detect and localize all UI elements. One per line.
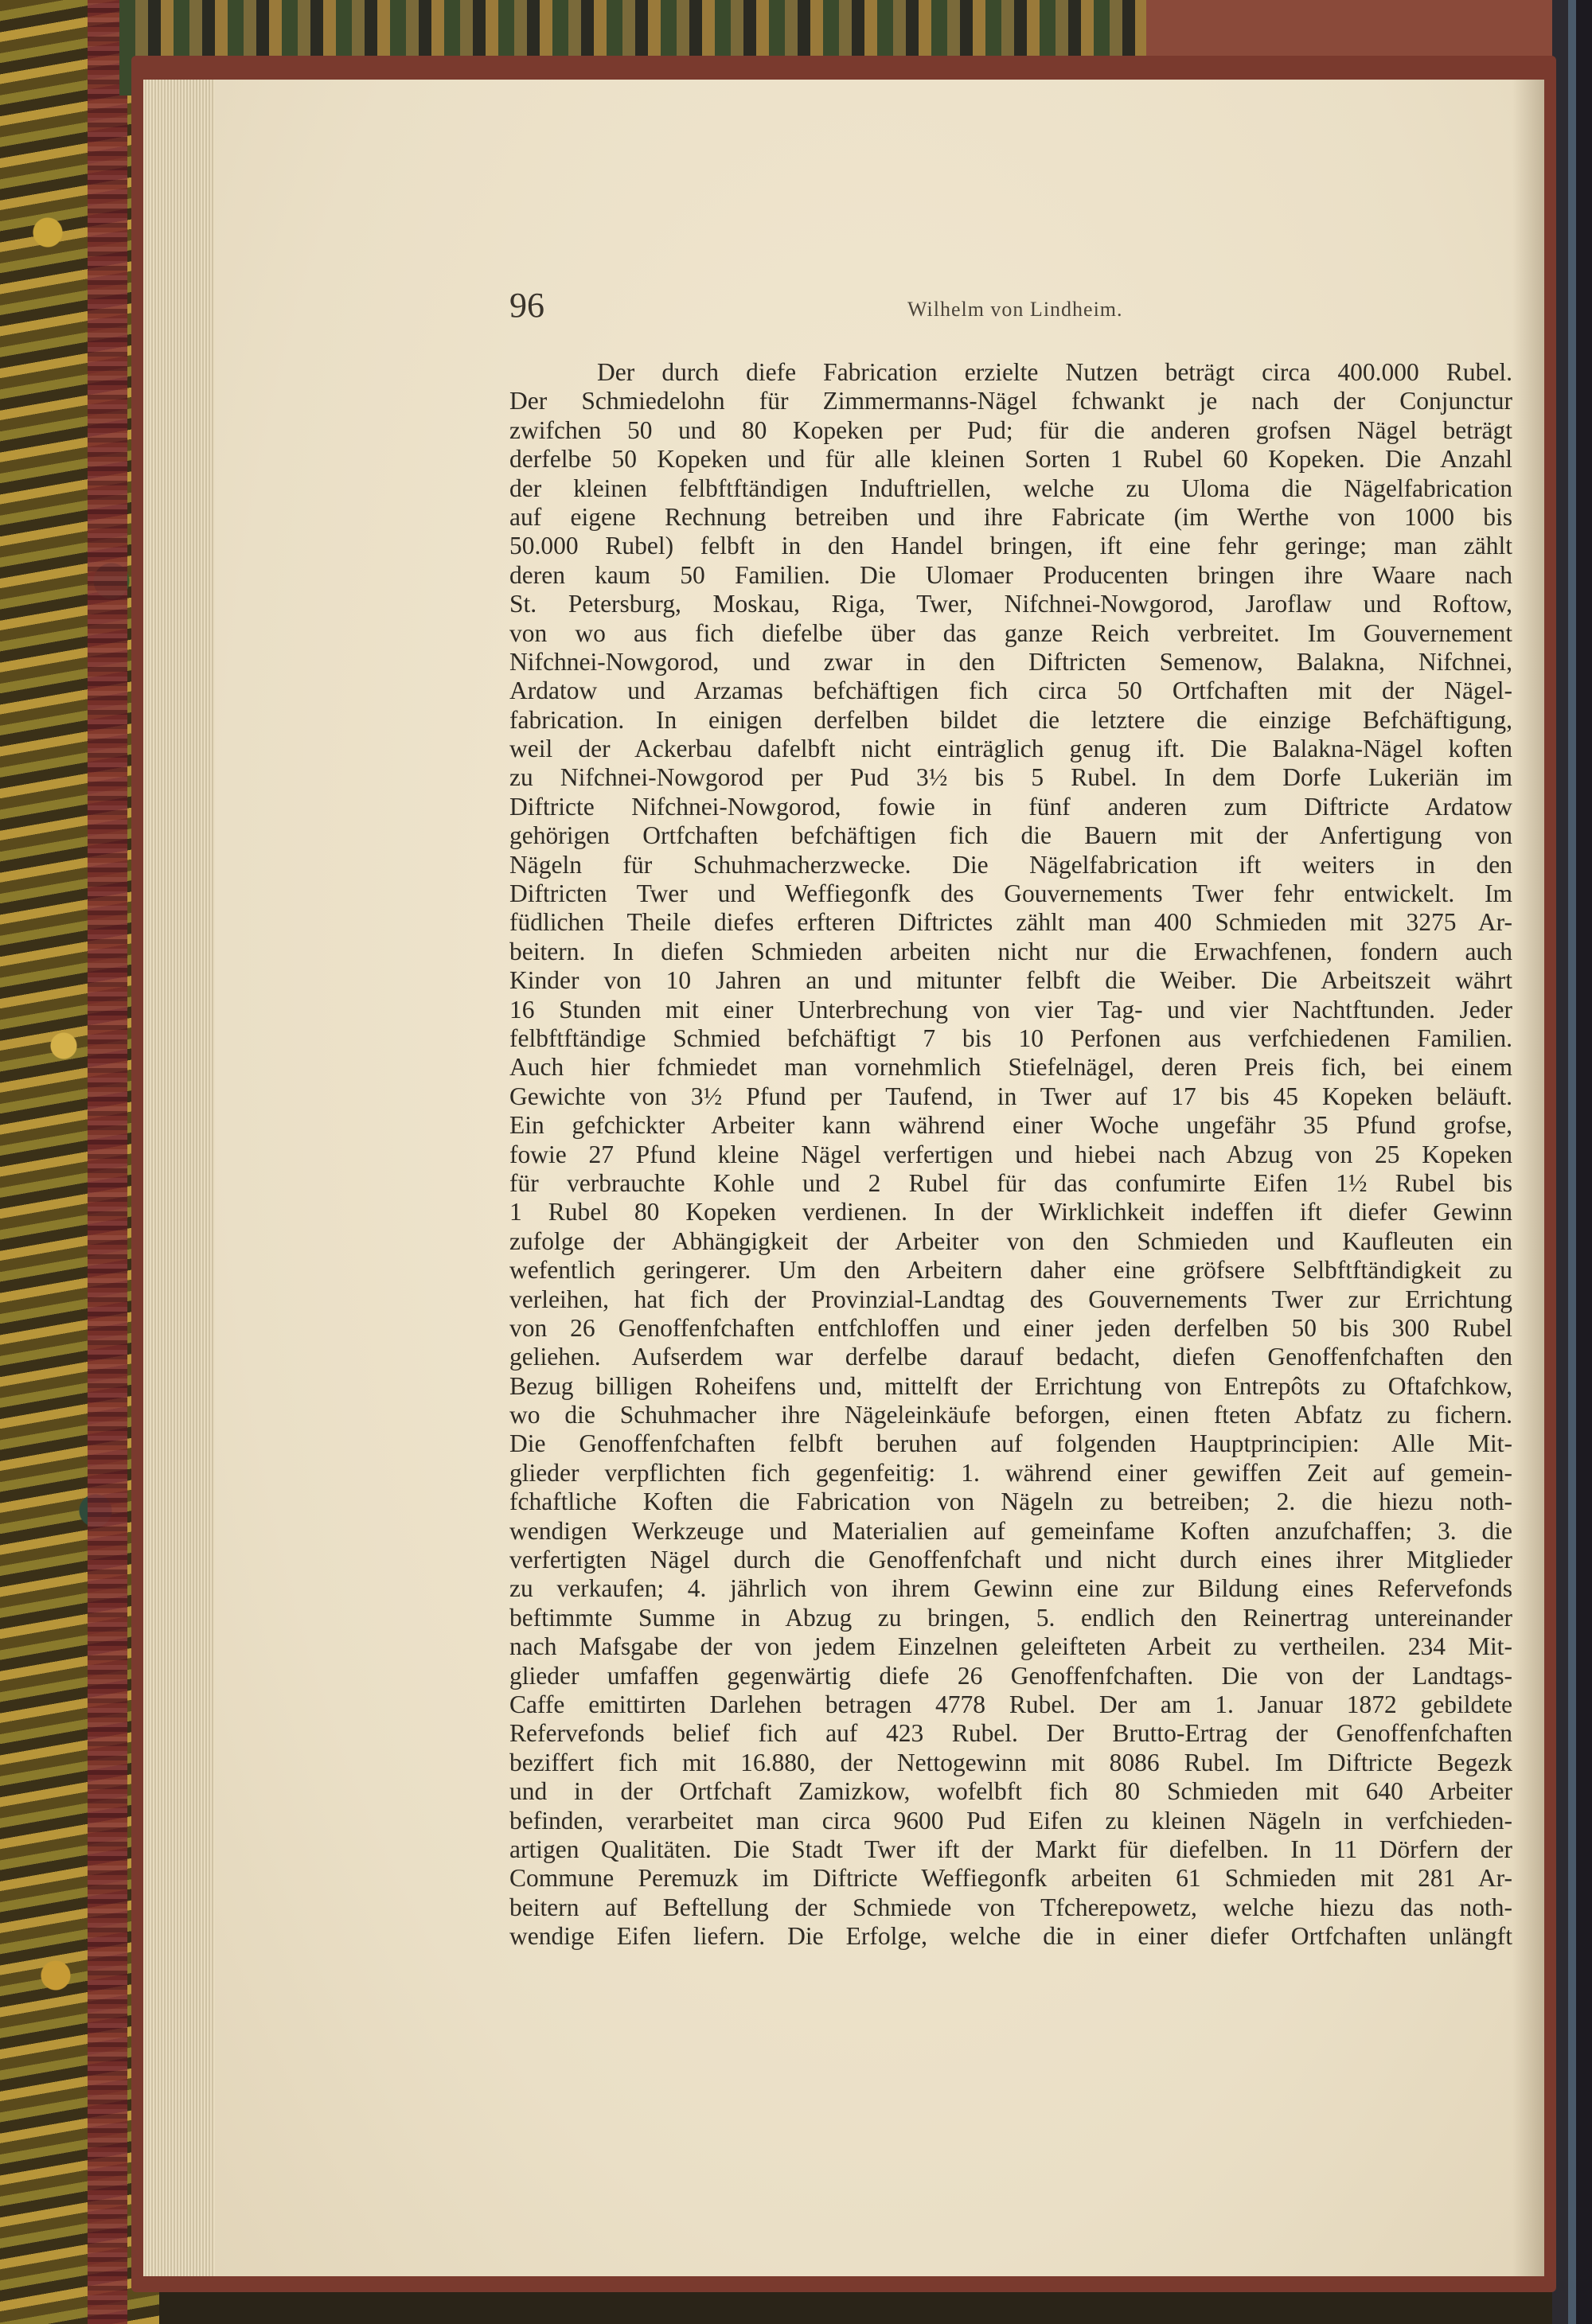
page-number: 96 — [509, 286, 544, 325]
text-line: Gewichte von 3½ Pfund per Taufend, in Twer auf 17 bis 45 Kopeken beläuft. — [509, 1082, 1512, 1110]
text-line: verleihen, hat fich der Provinzial-Landtag des Gouvernements Twer zur Errichtung — [509, 1285, 1512, 1313]
body-text — [509, 358, 1512, 1951]
cover-right-edge — [1552, 0, 1592, 2324]
text-line: der kleinen felbftftändigen Induftriellen, welche zu Uloma die Nägelfabrication — [509, 474, 1512, 502]
text-line: Kinder von 10 Jahren an und mitunter felbft die Weiber. Die Arbeitszeit währt — [509, 966, 1512, 995]
text-line: weil der Ackerbau dafelbft nicht einträglich genug ift. Die Balakna-Nägel koften — [509, 735, 1512, 763]
text-line: für verbrauchte Kohle und 2 Rubel für das confumirte Eifen 1½ Rubel bis — [509, 1168, 1512, 1197]
text-line: beziffert fich mit 16.880, der Nettogewinn mit 8086 Rubel. Im Diftricte Begezk — [509, 1748, 1512, 1776]
text-line: wendigen Werkzeuge und Materialien auf gemeinfame Koften anzufchaffen; 3. die — [509, 1516, 1512, 1545]
text-line: 50.000 Rubel) felbft in den Handel bringen, ift eine fehr geringe; man zählt — [509, 532, 1512, 560]
text-line: 1 Rubel 80 Kopeken verdienen. In der Wirklichkeit indeffen ift diefer Gewinn — [509, 1198, 1512, 1226]
text-line: gehörigen Ortfchaften befchäftigen fich die Bauern mit der Anfertigung von — [509, 821, 1512, 850]
page-fore-edges — [143, 80, 215, 2276]
text-line: fowie 27 Pfund kleine Nägel verfertigen und hiebei nach Abzug von 25 Kopeken — [509, 1140, 1512, 1168]
text-line: Der Schmiedelohn für Zimmermanns-Nägel fchwankt je nach der Conjunctur — [509, 387, 1512, 415]
running-head: Wilhelm von Lindheim. — [907, 298, 1123, 321]
text-line: und in der Ortfchaft Zamizkow, wofelbft fich 80 Schmieden mit 640 Arbeiter — [509, 1777, 1512, 1806]
text-line: auf eigene Rechnung betreiben und ihre Fabricate (im Werthe von 1000 bis — [509, 502, 1512, 531]
text-line: derfelbe 50 Kopeken und für alle kleinen Sorten 1 Rubel 60 Kopeken. Die Anzahl — [509, 445, 1512, 474]
text-line: zufolge der Abhängigkeit der Arbeiter von den Schmieden und Kaufleuten ein — [509, 1226, 1512, 1255]
text-line: von 26 Genoffenfchaften entfchloffen und einer jeden derfelben 50 bis 300 Rubel — [509, 1313, 1512, 1342]
text-line: zu Nifchnei-Nowgorod per Pud 3½ bis 5 Rubel. In dem Dorfe Lukeriän im — [509, 763, 1512, 792]
page-header — [509, 285, 1504, 333]
text-line: 16 Stunden mit einer Unterbrechung von vier Tag- und vier Nachtftunden. Jeder — [509, 995, 1512, 1024]
text-line: Commune Peremuzk im Diftricte Weffiegonfk arbeiten 61 Schmieden mit 281 Ar- — [509, 1864, 1512, 1893]
text-line: verfertigten Nägel durch die Genoffenfchaft und nicht durch eines ihrer Mitglieder — [509, 1546, 1512, 1574]
text-line: Diftricte Nifchnei-Nowgorod, fowie in fünf anderen zum Diftricte Ardatow — [509, 792, 1512, 821]
text-line: von wo aus fich diefelbe über das ganze Reich verbreitet. Im Gouvernement — [509, 618, 1512, 647]
text-line: deren kaum 50 Familien. Die Ulomaer Producenten bringen ihre Waare nach — [509, 560, 1512, 589]
text-line: felbftftändige Schmied befchäftigt 7 bis 10 Perfonen aus verfchiedenen Familien. — [509, 1024, 1512, 1052]
text-line: zwifchen 50 und 80 Kopeken per Pud; für die anderen grofsen Nägel beträgt — [509, 415, 1512, 444]
text-line: nach Mafsgabe der von jedem Einzelnen geleifteten Arbeit zu vertheilen. 234 Mit- — [509, 1632, 1512, 1661]
text-line: Die Genoffenfchaften felbft beruhen auf folgenden Hauptprincipien: Alle Mit- — [509, 1429, 1512, 1458]
text-line: Nifchnei-Nowgorod, und zwar in den Diftricten Semenow, Balakna, Nifchnei, — [509, 647, 1512, 676]
cover-spine-edge — [88, 0, 127, 2324]
text-line: Der durch diefe Fabrication erzielte Nutzen beträgt circa 400.000 Rubel. — [597, 358, 1512, 386]
text-line: fabrication. In einigen derfelben bildet die letztere die einzige Befchäftigung, — [509, 705, 1512, 734]
text-line: glieder verpflichten fich gegenfeitig: 1. während einer gewiffen Zeit auf gemein- — [509, 1458, 1512, 1487]
text-line: fchaftliche Koften die Fabrication von Nägeln zu betreiben; 2. die hiezu noth- — [509, 1488, 1512, 1516]
text-line: Ein gefchickter Arbeiter kann während einer Woche ungefähr 35 Pfund grofse, — [509, 1111, 1512, 1140]
text-line: wo die Schuhmacher ihre Nägeleinkäufe beforgen, einen fteten Abfatz zu fichern. — [509, 1401, 1512, 1429]
text-line: Ardatow und Arzamas befchäftigen fich circa 50 Ortfchaften mit der Nägel- — [509, 677, 1512, 705]
text-line: geliehen. Aufserdem war derfelbe darauf bedacht, diefen Genoffenfchaften den — [509, 1343, 1512, 1371]
text-line: beitern. In diefen Schmieden arbeiten nicht nur die Erwachfenen, fondern auch — [509, 937, 1512, 965]
text-line: artigen Qualitäten. Die Stadt Twer ift der Markt für diefelben. In 11 Dörfern der — [509, 1835, 1512, 1863]
text-line: Auch hier fchmiedet man vornehmlich Stiefelnägel, deren Preis fich, bei einem — [509, 1053, 1512, 1082]
text-line: zu verkaufen; 4. jährlich von ihrem Gewinn eine zur Bildung eines Refervefonds — [509, 1574, 1512, 1603]
text-line: wendige Eifen liefern. Die Erfolge, welche die in einer diefer Ortfchaften unlängft — [509, 1922, 1512, 1951]
text-line: Refervefonds belief fich auf 423 Rubel. Der Brutto-Ertrag der Genoffenfchaften — [509, 1719, 1512, 1748]
text-line: beitern auf Beftellung der Schmiede von Tfcherepowetz, welche hiezu das noth- — [509, 1893, 1512, 1921]
text-line: beftimmte Summe in Abzug zu bringen, 5. endlich den Reinertrag untereinander — [509, 1603, 1512, 1632]
text-line: glieder umfaffen gegenwärtig diefe 26 Genoffenfchaften. Die von der Landtags- — [509, 1661, 1512, 1690]
text-line: befinden, verarbeitet man circa 9600 Pud Eifen zu kleinen Nägeln in verfchieden- — [509, 1806, 1512, 1835]
text-line: Diftricten Twer und Weffiegonfk des Gouvernements Twer fehr entwickelt. Im — [509, 879, 1512, 908]
text-line: Caffe emittirten Darlehen betragen 4778 Rubel. Der am 1. Januar 1872 gebildete — [509, 1690, 1512, 1718]
text-line: St. Petersburg, Moskau, Riga, Twer, Nifchnei-Nowgorod, Jaroflaw und Roftow, — [509, 590, 1512, 618]
text-line: wefentlich geringerer. Um den Arbeitern daher eine gröfsere Selbftftändigkeit zu — [509, 1256, 1512, 1285]
text-line: Nägeln für Schuhmacherzwecke. Die Nägelfabrication ift weiters in den — [509, 850, 1512, 879]
page-gutter-shadow — [1512, 80, 1544, 2276]
text-line: füdlichen Theile diefes erfteren Diftrictes zählt man 400 Schmieden mit 3275 Ar- — [509, 908, 1512, 937]
text-line: Bezug billigen Roheifens und, mittelft der Errichtung von Entrepôts zu Oftafchkow, — [509, 1371, 1512, 1400]
